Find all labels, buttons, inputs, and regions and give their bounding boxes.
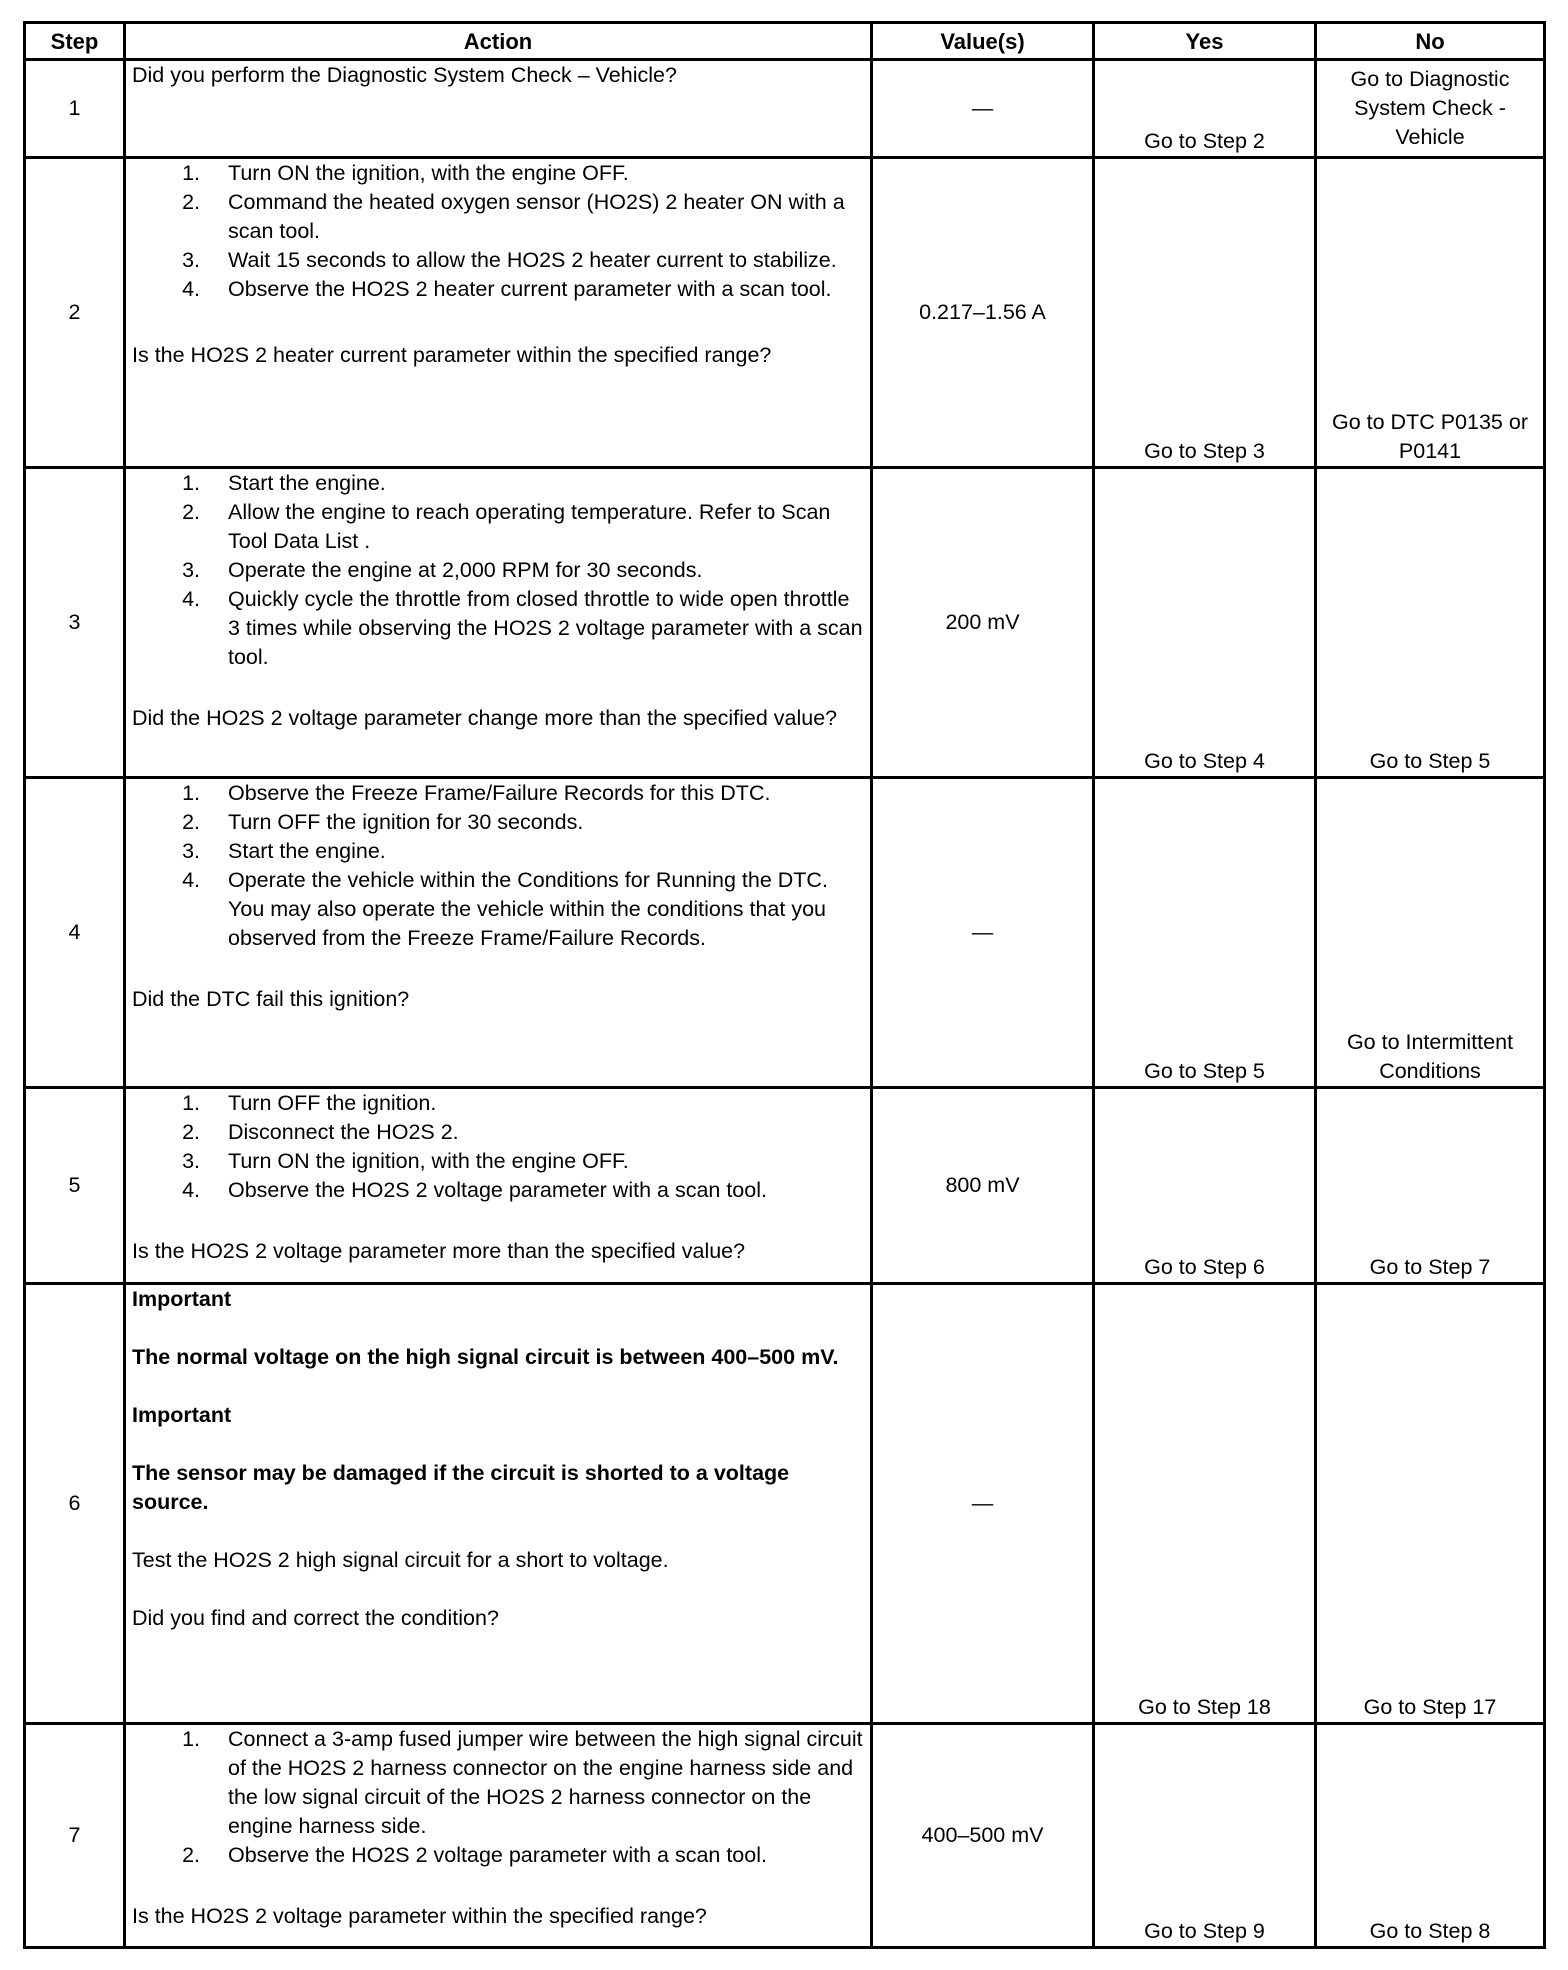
table-row	[25, 1088, 1545, 1284]
important-note: The sensor may be damaged if the circuit is shorted to a voltage source.	[132, 1461, 790, 1514]
yes-link[interactable]: Go to Step 6	[1094, 1088, 1316, 1284]
question-text: Is the HO2S 2 heater current parameter within the specified range?	[132, 343, 772, 367]
value-cell: —	[872, 60, 1094, 158]
action-cell	[125, 60, 872, 158]
yes-link[interactable]: Go to Step 9	[1094, 1724, 1316, 1948]
yes-link[interactable]: Go to Step 18	[1094, 1284, 1316, 1724]
list-item: 2. Turn OFF the ignition for 30 seconds.	[182, 810, 584, 834]
list-item: 2. Allow the engine to reach operating temperature. Refer to Scan Tool Data List .	[182, 500, 831, 553]
no-link[interactable]: Go to Diagnostic System Check - Vehicle	[1316, 60, 1545, 158]
yes-link[interactable]: Go to Step 3	[1094, 158, 1316, 468]
yes-link[interactable]: Go to Step 4	[1094, 468, 1316, 778]
important-label: Important	[132, 1287, 232, 1311]
value-cell: —	[872, 778, 1094, 1088]
header-step: Step	[25, 23, 125, 60]
action-cell	[125, 778, 872, 1088]
table-row	[25, 60, 1545, 158]
step-number: 1	[25, 60, 125, 158]
no-link[interactable]: Go to Intermittent Conditions	[1316, 778, 1545, 1088]
no-link[interactable]: Go to Step 17	[1316, 1284, 1545, 1724]
list-item: 1. Connect a 3-amp fused jumper wire between the high signal circuit of the HO2S 2 harness connector on the engine harness side and the low signal circuit of the HO2S 2 harness connector on the engine harness side.	[182, 1727, 863, 1838]
action-cell	[125, 1088, 872, 1284]
list-item: 3. Wait 15 seconds to allow the HO2S 2 heater current to stabilize.	[182, 248, 837, 272]
no-link[interactable]: Go to Step 7	[1316, 1088, 1545, 1284]
table-row	[25, 1724, 1545, 1948]
table-row	[25, 468, 1545, 778]
question-text: Did you perform the Diagnostic System Check – Vehicle?	[132, 63, 677, 87]
list-item: 2. Observe the HO2S 2 voltage parameter with a scan tool.	[182, 1843, 767, 1867]
header-values: Value(s)	[872, 23, 1094, 60]
table-row	[25, 158, 1545, 468]
no-link[interactable]: Go to DTC P0135 or P0141	[1316, 158, 1545, 468]
step-number: 3	[25, 468, 125, 778]
header-no: No	[1316, 23, 1545, 60]
value-cell: 400–500 mV	[872, 1724, 1094, 1948]
procedure-list	[132, 469, 864, 672]
step-number: 7	[25, 1724, 125, 1948]
question-text: Did the HO2S 2 voltage parameter change more than the specified value?	[132, 706, 838, 730]
list-item: 4. Operate the vehicle within the Conditions for Running the DTC. You may also operate the vehicle within the conditions that you observed from the Freeze Frame/Failure Records.	[182, 868, 828, 950]
value-cell: 0.217–1.56 A	[872, 158, 1094, 468]
list-item: 4. Observe the HO2S 2 heater current parameter with a scan tool.	[182, 277, 832, 301]
list-item: 1. Turn ON the ignition, with the engine OFF.	[182, 161, 629, 185]
list-item: 3. Start the engine.	[182, 839, 386, 863]
action-cell	[125, 158, 872, 468]
list-item: 4. Observe the HO2S 2 voltage parameter with a scan tool.	[182, 1178, 767, 1202]
list-item: 1. Turn OFF the ignition.	[182, 1091, 437, 1115]
question-text: Did you find and correct the condition?	[132, 1606, 499, 1630]
important-note: The normal voltage on the high signal circuit is between 400–500 mV.	[132, 1345, 839, 1369]
action-cell	[125, 1284, 872, 1724]
procedure-list	[132, 1725, 864, 1870]
step-number: 4	[25, 778, 125, 1088]
list-item: 1. Observe the Freeze Frame/Failure Records for this DTC.	[182, 781, 771, 805]
step-number: 6	[25, 1284, 125, 1724]
step-number: 5	[25, 1088, 125, 1284]
table-row	[25, 778, 1545, 1088]
action-cell	[125, 468, 872, 778]
diagnostic-table	[23, 21, 1546, 1949]
step-number: 2	[25, 158, 125, 468]
question-text: Did the DTC fail this ignition?	[132, 987, 410, 1011]
list-item: 3. Operate the engine at 2,000 RPM for 30 seconds.	[182, 558, 703, 582]
table-row	[25, 1284, 1545, 1724]
important-label: Important	[132, 1403, 232, 1427]
list-item: 2. Disconnect the HO2S 2.	[182, 1120, 459, 1144]
yes-link[interactable]: Go to Step 5	[1094, 778, 1316, 1088]
header-action: Action	[125, 23, 872, 60]
instruction-text: Test the HO2S 2 high signal circuit for a short to voltage.	[132, 1548, 669, 1572]
list-item: 2. Command the heated oxygen sensor (HO2S) 2 heater ON with a scan tool.	[182, 190, 845, 243]
procedure-list	[132, 159, 864, 304]
question-text: Is the HO2S 2 voltage parameter within the specified range?	[132, 1904, 707, 1928]
procedure-list	[132, 779, 864, 953]
value-cell: 800 mV	[872, 1088, 1094, 1284]
value-cell: —	[872, 1284, 1094, 1724]
question-text: Is the HO2S 2 voltage parameter more than the specified value?	[132, 1239, 746, 1263]
list-item: 4. Quickly cycle the throttle from closed throttle to wide open throttle 3 times while observing the HO2S 2 voltage parameter with a scan tool.	[182, 587, 863, 669]
list-item: 3. Turn ON the ignition, with the engine OFF.	[182, 1149, 629, 1173]
action-cell	[125, 1724, 872, 1948]
no-link[interactable]: Go to Step 5	[1316, 468, 1545, 778]
header-yes: Yes	[1094, 23, 1316, 60]
header-row	[25, 23, 1545, 60]
no-link[interactable]: Go to Step 8	[1316, 1724, 1545, 1948]
procedure-list	[132, 1089, 864, 1205]
list-item: 1. Start the engine.	[182, 471, 386, 495]
value-cell: 200 mV	[872, 468, 1094, 778]
yes-link[interactable]: Go to Step 2	[1094, 60, 1316, 158]
